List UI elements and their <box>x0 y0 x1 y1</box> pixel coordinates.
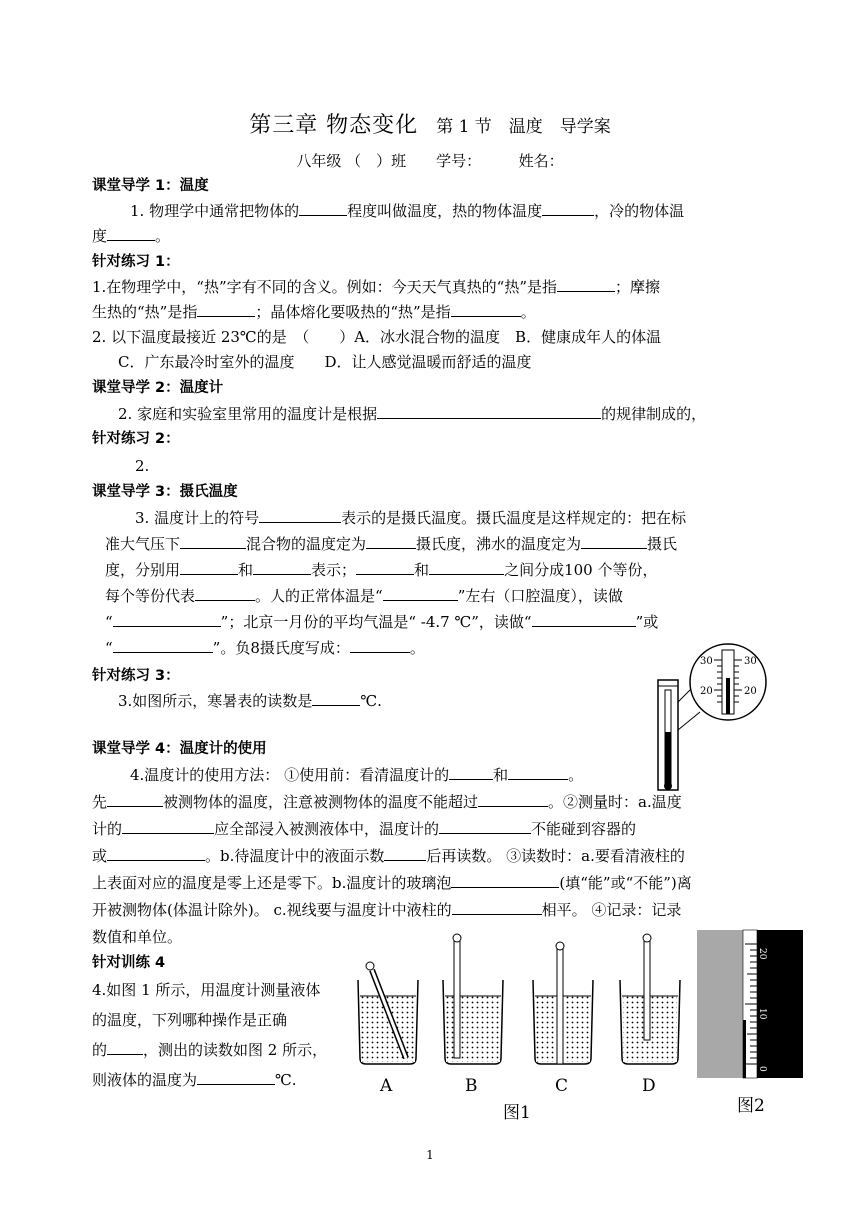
s1-line2: 度 。 <box>92 227 171 245</box>
blank[interactable] <box>195 585 255 601</box>
option-label-d: D <box>642 1076 656 1096</box>
s3-line4: 每个等份代表 。人的正常体温是“ ”左右（口腔温度），读做 <box>105 587 623 605</box>
blank[interactable] <box>384 845 426 861</box>
figure1-caption: 图1 <box>503 1103 531 1120</box>
p4-line4: 则液体的温度为 ℃. <box>92 1071 297 1089</box>
wall-thermometer-figure <box>650 640 770 800</box>
blank[interactable] <box>107 845 205 861</box>
chapter-title: 第三章 物态变化 <box>249 113 419 138</box>
blank[interactable] <box>107 791 163 807</box>
practice2-heading: 针对练习 2： <box>92 431 180 447</box>
blank[interactable] <box>366 533 416 549</box>
figure1-beakers <box>350 930 690 1120</box>
blank[interactable] <box>253 559 311 575</box>
beaker-b <box>443 934 503 1064</box>
option-label-b: B <box>465 1076 478 1096</box>
p2-line1: 2. <box>135 457 150 475</box>
blank[interactable] <box>451 301 521 317</box>
blank[interactable] <box>122 818 214 834</box>
s3-line3: 度，分别用 和 表示； 和 之间分成100 个等份， <box>105 561 658 579</box>
p3-line1: 3.如图所示，寒暑表的读数是 ℃. <box>118 692 382 710</box>
s4-line5: 上表面对应的温度是零上还是零下。b.温度计的玻璃泡 (填“能”或“不能”)离 <box>92 874 692 892</box>
section2-heading: 课堂导学 2：温度计 <box>92 380 224 396</box>
beaker-a <box>358 962 418 1064</box>
blank[interactable] <box>113 611 221 627</box>
blank[interactable] <box>197 1069 275 1085</box>
practice3-heading: 针对练习 3： <box>92 668 180 684</box>
practice4-heading: 针对训练 4 <box>92 955 166 971</box>
s4-line2: 先 被测物体的温度，注意被测物体的温度不能超过 。②测量时：a.温度 <box>92 793 682 811</box>
scale-label: 20 <box>744 686 757 697</box>
scale-label: 20 <box>700 686 713 697</box>
blank[interactable] <box>356 559 414 575</box>
blank[interactable] <box>312 690 360 706</box>
blank[interactable] <box>452 899 542 915</box>
s4-line6: 开被测物体(体温计除外)。 c.视线要与温度计中液柱的 相平。 ④记录：记录 <box>92 901 682 919</box>
s4-line7: 数值和单位。 <box>92 928 183 946</box>
s3-line2: 准大气压下 混合物的温度定为 摄氏度，沸水的温度定为 摄氏 <box>105 535 678 553</box>
figure2-caption: 图2 <box>737 1096 765 1116</box>
s2-line1: 2. 家庭和实验室里常用的温度计是根据 的规律制成的， <box>118 405 707 423</box>
scale-label-20: 20 <box>757 948 767 960</box>
beaker-c <box>533 942 593 1064</box>
blank[interactable] <box>508 764 568 780</box>
blank[interactable] <box>180 533 246 549</box>
blank[interactable] <box>197 301 255 317</box>
option-label-c: C <box>555 1076 569 1096</box>
beaker-d <box>620 934 680 1064</box>
section-title: 第 1 节 温度 导学案 <box>436 117 611 137</box>
s4-line3: 计的 应全部浸入被测液体中，温度计的 不能碰到容器的 <box>92 820 637 838</box>
p1-line4: C．广东最冷时室外的温度 D．让人感觉温暖而舒适的温度 <box>118 353 532 371</box>
blank[interactable] <box>581 533 647 549</box>
blank[interactable] <box>429 559 504 575</box>
blank[interactable] <box>350 637 410 653</box>
practice1-heading: 针对练习 1： <box>92 254 180 270</box>
blank[interactable] <box>451 872 559 888</box>
s3-line5: “ ”；北京一月份的平均气温是“ -4.7 ℃”，读做“ ”或 <box>105 613 659 631</box>
section3-heading: 课堂导学 3：摄氏温度 <box>92 484 238 500</box>
blank[interactable] <box>107 225 155 241</box>
p1-line2: 生热的“热”是指 ；晶体熔化要吸热的“热”是指 。 <box>92 303 536 321</box>
blank[interactable] <box>449 764 493 780</box>
s3-line1: 3. 温度计上的符号 表示的是摄氏温度。摄氏温度是这样规定的：把在标 <box>135 509 687 527</box>
blank[interactable] <box>557 276 615 292</box>
s1-line1: 1. 物理学中通常把物体的 程度叫做温度，热的物体温度 ，冷的物体温 <box>130 202 685 220</box>
blank[interactable] <box>542 200 594 216</box>
s4-line1: 4.温度计的使用方法： ①使用前：看清温度计的 和 。 <box>130 766 584 784</box>
blank[interactable] <box>383 585 458 601</box>
section4-heading: 课堂导学 4：温度计的使用 <box>92 741 267 757</box>
blank[interactable] <box>377 403 601 419</box>
scale-label-0: 0 <box>757 1066 767 1072</box>
blank[interactable] <box>113 637 213 653</box>
page-title <box>0 108 860 139</box>
section1-heading: 课堂导学 1：温度 <box>92 178 209 194</box>
p4-line1: 4.如图 1 所示，用温度计测量液体 <box>92 981 321 999</box>
blank[interactable] <box>439 818 531 834</box>
p1-line1: 1.在物理学中，“热”字有不同的含义。例如：今天天气真热的“热”是指 ；摩擦 <box>92 278 661 296</box>
p4-line3: 的 ，测出的读数如图 2 所示， <box>92 1041 328 1059</box>
blank[interactable] <box>478 791 548 807</box>
option-label-a: A <box>380 1076 393 1096</box>
blank[interactable] <box>180 559 238 575</box>
scale-label: 30 <box>700 656 713 667</box>
p1-line3: 2. 以下温度最接近 23℃的是 （ ）A．冰水混合物的温度 B．健康成年人的体温 <box>92 328 662 346</box>
blank[interactable] <box>107 1039 143 1055</box>
blank[interactable] <box>299 200 347 216</box>
s4-line4: 或 。b.待温度计中的液面示数 后再读数。 ③读数时：a.要看清液柱的 <box>92 847 685 865</box>
blank[interactable] <box>259 507 341 523</box>
scale-label-10: 10 <box>757 1008 767 1020</box>
student-info-line: 八年级 （ ）班 学号： 姓名： <box>296 152 564 170</box>
p4-line2: 的温度，下列哪种操作是正确 <box>92 1011 288 1029</box>
page-number: 1 <box>426 1148 434 1162</box>
figure2-scale <box>695 928 807 1118</box>
blank[interactable] <box>532 611 636 627</box>
scale-label: 30 <box>744 656 757 667</box>
s3-line6: “ ”。负8摄氏度写成： 。 <box>105 639 425 657</box>
